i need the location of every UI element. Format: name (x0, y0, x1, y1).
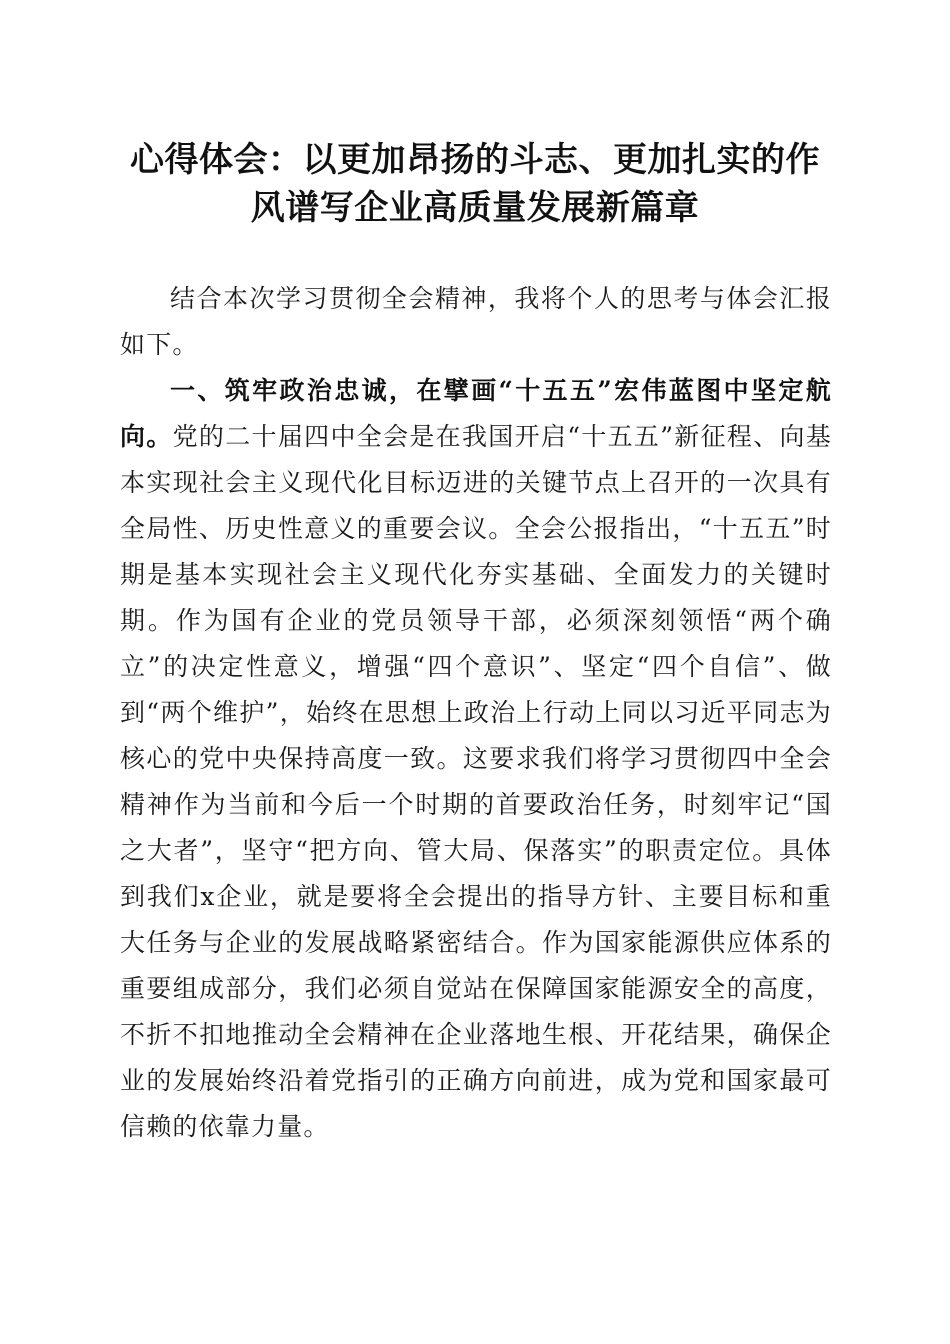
section-1-paragraph (120, 368, 832, 1150)
document-body (120, 276, 832, 1150)
document-title (100, 136, 850, 232)
title-line-2: 风谱写企业高质量发展新篇章 (250, 188, 700, 228)
section-1-body: 党的二十届四中全会是在我国开启“十五五”新征程、向基本实现社会主义现代化目标迈进的关键节点上召开的一次具有全局性、历史性意义的重要会议。全会公报指出，“十五五”时期是基本实现社会主义现代化夯实基础、全面发力的关键时期。作为国有企业的党员领导干部，必须深刻领悟“两个确立”的决定性意义，增强“四个意识”、坚定“四个自信”、做到“两个维护”，始终在思想上政治上行动上同以习近平同志为核心的党中央保持高度一致。这要求我们将学习贯彻四中全会精神作为当前和今后一个时期的首要政治任务，时刻牢记“国之大者”，坚守“把方向、管大局、保落实”的职责定位。具体到我们x企业，就是要将全会提出的指导方针、主要目标和重大任务与企业的发展战略紧密结合。作为国家能源供应体系的重要组成部分，我们必须自觉站在保障国家能源安全的高度，不折不扣地推动全会精神在企业落地生根、开花结果，确保企业的发展始终沿着党指引的正确方向前进，成为党和国家最可信赖的依靠力量。 (120, 422, 833, 1141)
section-1-heading: 一、筑牢政治忠诚，在擘画“十五五”宏伟蓝图中坚定航向。 (120, 376, 832, 451)
title-line-1: 心得体会：以更加昂扬的斗志、更加扎实的作 (130, 140, 820, 180)
intro-paragraph: 结合本次学习贯彻全会精神，我将个人的思考与体会汇报如下。 (120, 284, 832, 359)
